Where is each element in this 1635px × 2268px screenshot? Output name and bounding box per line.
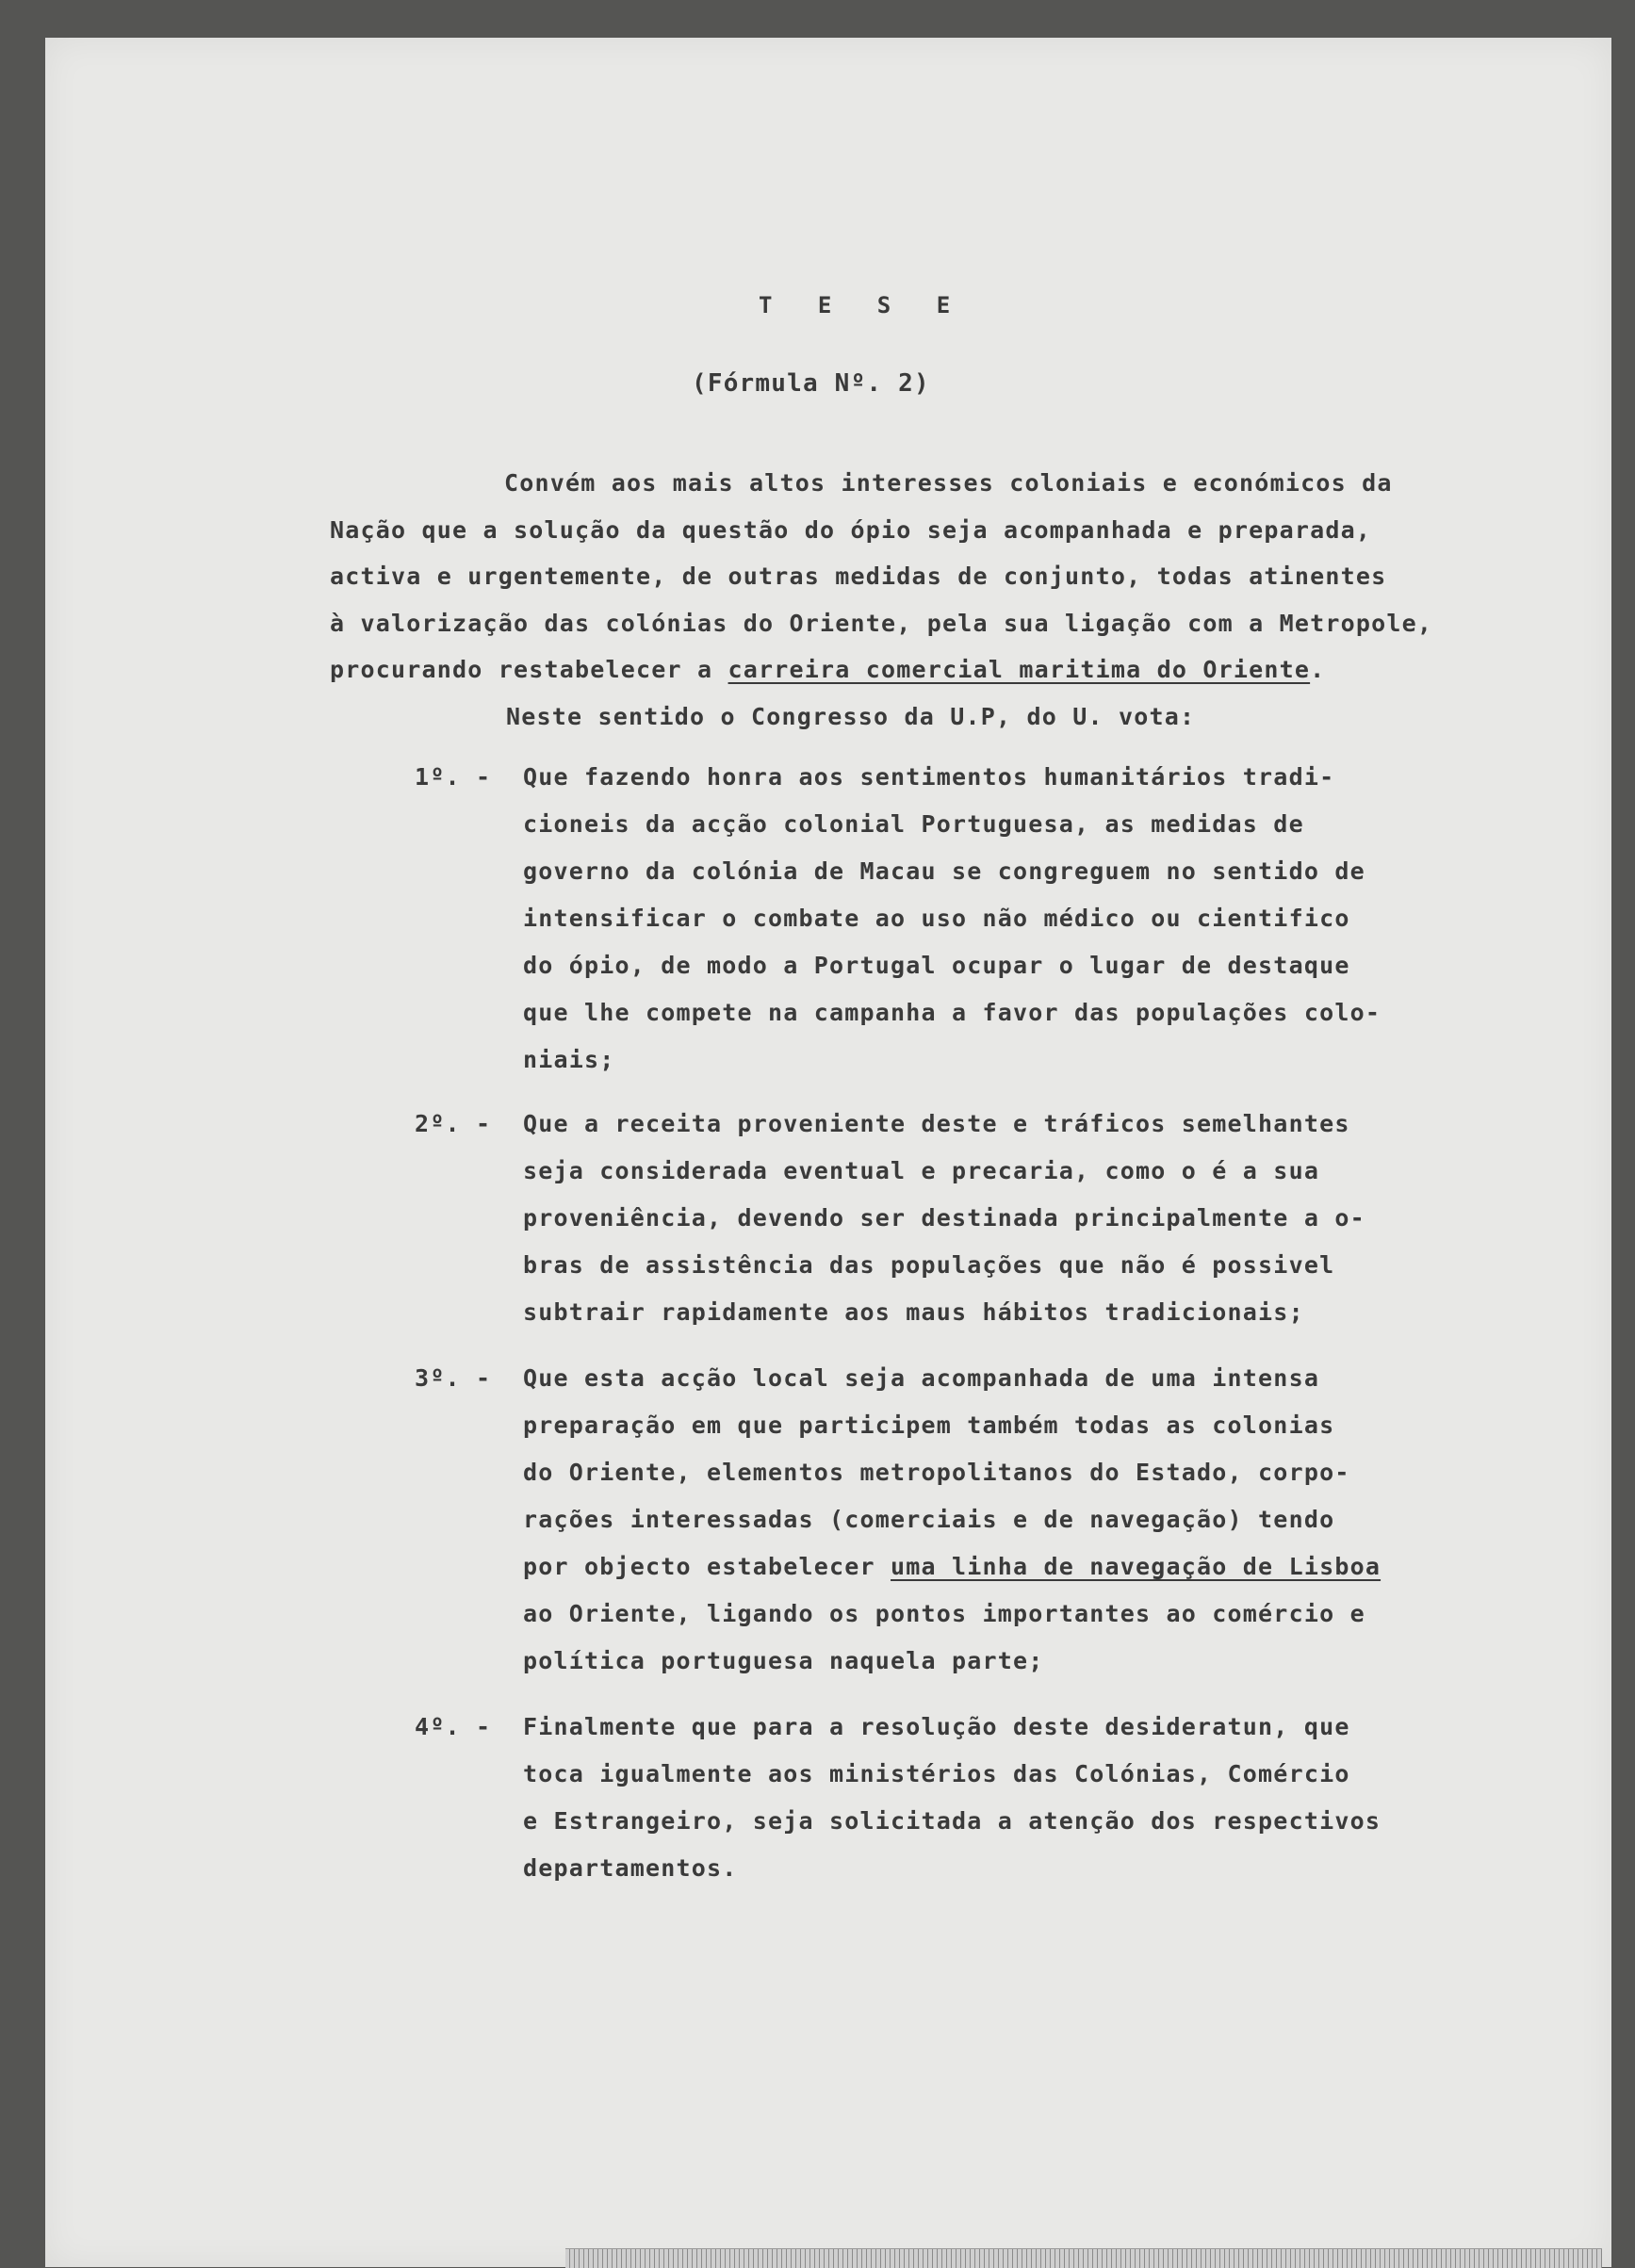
intro-line: Convém aos mais altos interesses coloniais e económicos da — [504, 469, 1393, 497]
item-line: bras de assistência das populações que não é possivel — [523, 1251, 1335, 1279]
underlined-phrase: carreira comercial maritima do Oriente — [728, 656, 1311, 683]
item-line: rações interessadas (comerciais e de navegação) tendo — [523, 1506, 1335, 1533]
item-number: 1º. - — [415, 763, 492, 791]
item-line: subtrair rapidamente aos maus hábitos tradicionais; — [523, 1298, 1304, 1326]
scale-ruler — [565, 2248, 1602, 2268]
intro-line — [330, 646, 1574, 693]
document-title: T E S E — [759, 292, 967, 318]
item-number: 3º. - — [415, 1364, 492, 1392]
item-line: niais; — [523, 1046, 615, 1073]
item-line: departamentos. — [523, 1854, 738, 1882]
item-line: toca igualmente aos ministérios das Colónias, Comércio — [523, 1760, 1350, 1787]
document-subtitle: (Fórmula Nº. 2) — [692, 369, 930, 398]
intro-text: procurando restabelecer a — [330, 656, 728, 683]
item-line: Finalmente que para a resolução deste desideratun, que — [523, 1713, 1350, 1740]
item-line: que lhe compete na campanha a favor das populações colo- — [523, 999, 1382, 1026]
underlined-phrase: uma linha de navegação de Lisboa — [891, 1553, 1382, 1580]
intro-text: . — [1310, 656, 1326, 683]
item-line: preparação em que participem também todas as colonias — [523, 1411, 1335, 1439]
intro-line: activa e urgentemente, de outras medidas de conjunto, todas atinentes — [330, 563, 1387, 590]
item-line: do ópio, de modo a Portugal ocupar o lugar de destaque — [523, 952, 1350, 979]
item-line: política portuguesa naquela parte; — [523, 1647, 1044, 1674]
item-line: Que fazendo honra aos sentimentos humanitários tradi- — [523, 763, 1335, 791]
item-line: do Oriente, elementos metropolitanos do Estado, corpo- — [523, 1459, 1350, 1486]
vote-line: Neste sentido o Congresso da U.P, do U. vota: — [506, 702, 1196, 730]
item-line: seja considerada eventual e precaria, como o é a sua — [523, 1157, 1320, 1184]
item-text: por objecto estabelecer — [523, 1553, 891, 1580]
item-line: proveniência, devendo ser destinada principalmente a o- — [523, 1204, 1365, 1232]
item-line: Que esta acção local seja acompanhada de uma intensa — [523, 1364, 1320, 1392]
item-line: cioneis da acção colonial Portuguesa, as medidas de — [523, 810, 1304, 838]
item-number: 4º. - — [415, 1713, 492, 1740]
item-number: 2º. - — [415, 1110, 492, 1137]
item-line — [523, 1543, 1381, 1591]
intro-line: à valorização das colónias do Oriente, pela sua ligação com a Metropole, — [330, 609, 1433, 637]
item-line: governo da colónia de Macau se congreguem no sentido de — [523, 857, 1365, 885]
item-line: ao Oriente, ligando os pontos importantes ao comércio e — [523, 1600, 1365, 1627]
item-line: intensificar o combate ao uso não médico ou cientifico — [523, 905, 1350, 932]
item-line: e Estrangeiro, seja solicitada a atenção dos respectivos — [523, 1807, 1382, 1835]
intro-line: Nação que a solução da questão do ópio seja acompanhada e preparada, — [330, 515, 1372, 544]
intro-paragraph — [330, 460, 1574, 740]
item-line: Que a receita proveniente deste e tráficos semelhantes — [523, 1110, 1350, 1137]
